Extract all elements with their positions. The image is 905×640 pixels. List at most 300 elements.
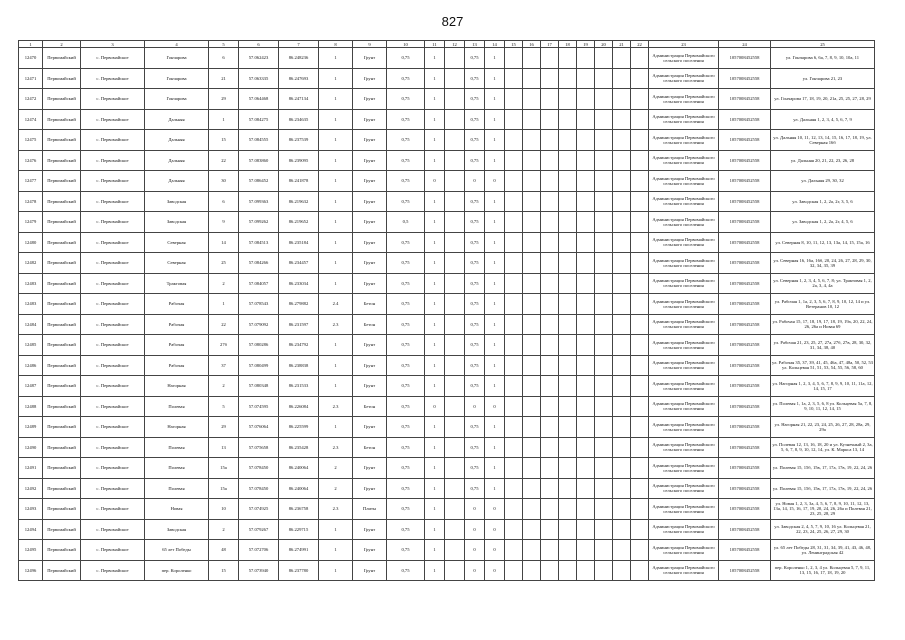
table-cell: 86.231533: [279, 376, 319, 397]
table-row: [19, 499, 875, 520]
table-cell: [631, 376, 649, 397]
table-cell: Администрация Первомайского сельского поселения: [649, 68, 719, 89]
table-cell: [595, 540, 613, 561]
table-cell: 0: [485, 171, 505, 192]
table-cell: [577, 191, 595, 212]
table-cell: 57.083860: [239, 150, 279, 171]
table-cell: [445, 294, 465, 315]
table-cell: [541, 212, 559, 233]
table-cell: 1: [485, 376, 505, 397]
table-cell: [595, 376, 613, 397]
table-cell: 0,5: [387, 212, 425, 233]
table-cell: [505, 355, 523, 376]
table-cell: 12478: [19, 191, 43, 212]
table-cell: 1057008452558: [719, 273, 771, 294]
table-row: [19, 437, 875, 458]
table-cell: [631, 68, 649, 89]
table-row: [19, 232, 875, 253]
table-cell: 1: [485, 109, 505, 130]
table-cell: 1: [209, 294, 239, 315]
table-cell: 86.279882: [279, 294, 319, 315]
table-cell: Нагорная: [145, 417, 209, 438]
table-cell: [577, 294, 595, 315]
table-cell: [559, 314, 577, 335]
table-cell: 12493: [19, 499, 43, 520]
table-cell: 57.084275: [239, 109, 279, 130]
table-cell: [505, 396, 523, 417]
table-cell: Первомайский: [43, 355, 81, 376]
table-cell: [613, 68, 631, 89]
table-cell: 57.080499: [239, 355, 279, 376]
table-cell: 1: [425, 478, 445, 499]
table-cell: [541, 355, 559, 376]
table-cell: 1057008452558: [719, 150, 771, 171]
table-cell: [523, 191, 541, 212]
table-cell: 86.235184: [279, 232, 319, 253]
table-cell: 1: [425, 314, 445, 335]
table-row: [19, 540, 875, 561]
table-cell: [523, 68, 541, 89]
table-cell: Первомайский: [43, 191, 81, 212]
header-row: [19, 41, 875, 48]
table-cell: 1: [485, 48, 505, 69]
table-cell: [631, 130, 649, 151]
table-cell: 12484: [19, 314, 43, 335]
table-cell: ул. Дальняя 20, 21, 22, 23, 26, 28: [771, 150, 875, 171]
table-cell: Плиты: [353, 499, 387, 520]
table-cell: 57.076064: [239, 417, 279, 438]
table-cell: [505, 150, 523, 171]
table-cell: с. Первомайское: [81, 335, 145, 356]
header-cell: 25: [771, 41, 875, 48]
table-cell: Грунт: [353, 232, 387, 253]
table-cell: 1: [425, 335, 445, 356]
table-cell: [613, 253, 631, 274]
table-cell: [523, 150, 541, 171]
table-cell: 1: [319, 519, 353, 540]
table-cell: [613, 519, 631, 540]
table-cell: 2: [209, 519, 239, 540]
table-cell: [445, 130, 465, 151]
table-cell: [541, 171, 559, 192]
table-cell: 0,75: [387, 396, 425, 417]
table-cell: 86.237539: [279, 130, 319, 151]
table-cell: 57.062423: [239, 48, 279, 69]
table-cell: [559, 253, 577, 274]
table-cell: [523, 437, 541, 458]
table-cell: [445, 273, 465, 294]
table-cell: 1057008452558: [719, 478, 771, 499]
header-cell: 6: [239, 41, 279, 48]
table-cell: 12485: [19, 335, 43, 356]
table-cell: [577, 68, 595, 89]
table-cell: [559, 191, 577, 212]
table-cell: [613, 150, 631, 171]
table-cell: [505, 212, 523, 233]
table-cell: [559, 335, 577, 356]
table-cell: [523, 355, 541, 376]
table-cell: [559, 560, 577, 581]
table-cell: 1057008452558: [719, 417, 771, 438]
table-cell: Первомайский: [43, 273, 81, 294]
table-cell: 0,75: [387, 171, 425, 192]
table-cell: 1057008452558: [719, 540, 771, 561]
table-cell: Администрация Первомайского сельского поселения: [649, 335, 719, 356]
table-cell: 1057008452558: [719, 130, 771, 151]
table-cell: [505, 519, 523, 540]
table-cell: [559, 519, 577, 540]
table-cell: 0,75: [465, 232, 485, 253]
table-cell: Администрация Первомайского сельского поселения: [649, 458, 719, 479]
table-cell: с. Первомайское: [81, 171, 145, 192]
table-cell: [505, 499, 523, 520]
table-cell: 1: [485, 314, 505, 335]
table-cell: с. Первомайское: [81, 191, 145, 212]
table-cell: [505, 68, 523, 89]
table-cell: 86.225599: [279, 417, 319, 438]
table-cell: [523, 273, 541, 294]
table-cell: 12479: [19, 212, 43, 233]
table-row: [19, 335, 875, 356]
table-cell: Первомайский: [43, 212, 81, 233]
table-cell: [445, 68, 465, 89]
table-cell: 1: [425, 437, 445, 458]
header-cell: 15: [505, 41, 523, 48]
table-cell: 86.247134: [279, 89, 319, 110]
table-cell: Администрация Первомайского сельского поселения: [649, 253, 719, 274]
table-cell: [631, 478, 649, 499]
table-cell: [505, 540, 523, 561]
table-cell: Первомайский: [43, 417, 81, 438]
table-cell: Администрация Первомайского сельского поселения: [649, 560, 719, 581]
table-cell: с. Первомайское: [81, 437, 145, 458]
table-cell: [559, 294, 577, 315]
table-cell: [631, 191, 649, 212]
table-cell: ул. Нагорная 21, 22, 23, 24, 25, 26, 27, 28, 28а, 29, 29а: [771, 417, 875, 438]
table-cell: [577, 314, 595, 335]
table-cell: [445, 232, 465, 253]
table-cell: [523, 89, 541, 110]
table-cell: с. Первомайское: [81, 109, 145, 130]
table-cell: [577, 499, 595, 520]
table-cell: Первомайский: [43, 89, 81, 110]
table-cell: 0,75: [387, 314, 425, 335]
table-cell: 12483: [19, 294, 43, 315]
table-cell: 0,75: [387, 150, 425, 171]
table-cell: Грунт: [353, 171, 387, 192]
table-cell: 0: [465, 560, 485, 581]
table-cell: 86.248236: [279, 48, 319, 69]
table-cell: [523, 212, 541, 233]
table-row: [19, 519, 875, 540]
table-cell: 1057008452558: [719, 109, 771, 130]
table-cell: с. Первомайское: [81, 519, 145, 540]
table-cell: [559, 376, 577, 397]
table-cell: 2.3: [319, 396, 353, 417]
table-cell: ул. Рабочая 15, 17, 18, 19, 17, 18, 19, 19а, 20, 22, 24, 26, 26а и Новая 69: [771, 314, 875, 335]
table-cell: [523, 253, 541, 274]
table-row: [19, 68, 875, 89]
table-cell: ул. Полевая 15, 15б, 15в, 17, 17а, 17в, 19, 22, 24, 26: [771, 478, 875, 499]
header-cell: 7: [279, 41, 319, 48]
table-cell: Администрация Первомайского сельского поселения: [649, 232, 719, 253]
table-cell: Первомайский: [43, 48, 81, 69]
table-cell: [613, 191, 631, 212]
table-cell: Гончарова: [145, 48, 209, 69]
table-cell: 1: [319, 130, 353, 151]
table-cell: 1: [425, 294, 445, 315]
table-cell: [577, 437, 595, 458]
table-cell: 1: [319, 376, 353, 397]
table-row: [19, 171, 875, 192]
table-cell: Грунт: [353, 458, 387, 479]
table-cell: 1: [485, 253, 505, 274]
table-cell: 1057008452558: [719, 89, 771, 110]
table-cell: 0,75: [465, 130, 485, 151]
table-cell: [523, 519, 541, 540]
table-cell: 1: [319, 560, 353, 581]
table-cell: [577, 273, 595, 294]
table-cell: [559, 540, 577, 561]
table-cell: [595, 437, 613, 458]
table-cell: 1: [425, 417, 445, 438]
table-cell: [595, 396, 613, 417]
table-cell: [631, 560, 649, 581]
table-cell: [523, 478, 541, 499]
table-cell: 1: [319, 171, 353, 192]
table-cell: [541, 294, 559, 315]
header-cell: 13: [465, 41, 485, 48]
table-cell: [559, 171, 577, 192]
table-cell: [523, 458, 541, 479]
table-cell: 0,75: [465, 109, 485, 130]
table-cell: 86.236758: [279, 499, 319, 520]
table-cell: 1: [425, 89, 445, 110]
table-cell: с. Первомайское: [81, 130, 145, 151]
table-cell: [541, 519, 559, 540]
table-cell: [445, 396, 465, 417]
table-cell: [505, 478, 523, 499]
table-cell: [577, 171, 595, 192]
table-cell: 1057008452558: [719, 376, 771, 397]
table-cell: 86.238838: [279, 355, 319, 376]
table-cell: 0: [425, 396, 445, 417]
table-cell: 0,75: [465, 437, 485, 458]
table-cell: [523, 417, 541, 438]
table-cell: Новая: [145, 499, 209, 520]
table-cell: [577, 48, 595, 69]
table-cell: [559, 396, 577, 417]
table-cell: [541, 396, 559, 417]
table-cell: Первомайский: [43, 540, 81, 561]
table-cell: Администрация Первомайского сельского поселения: [649, 89, 719, 110]
table-cell: [523, 314, 541, 335]
table-cell: [541, 478, 559, 499]
table-cell: [523, 335, 541, 356]
table-cell: 1057008452558: [719, 560, 771, 581]
table-cell: 12495: [19, 540, 43, 561]
table-cell: [613, 314, 631, 335]
table-cell: [577, 130, 595, 151]
table-cell: 12494: [19, 519, 43, 540]
table-cell: ул. Рабочая 1, 1а, 2, 3, 5, 6, 7, 8, 9, 10, 12, 14 и ул. Ветеранов 10, 12: [771, 294, 875, 315]
table-cell: [631, 232, 649, 253]
table-cell: 0,75: [465, 294, 485, 315]
table-cell: [505, 458, 523, 479]
table-cell: 30: [209, 171, 239, 192]
table-row: [19, 417, 875, 438]
table-cell: Грунт: [353, 540, 387, 561]
table-cell: Грунт: [353, 130, 387, 151]
table-row: [19, 150, 875, 171]
table-cell: [559, 478, 577, 499]
table-cell: ул. Рабочая 21, 23, 25, 27, 27а, 27б, 27в, 28, 30, 32, 31, 34, 38, 40: [771, 335, 875, 356]
table-cell: 1: [485, 478, 505, 499]
table-cell: [541, 376, 559, 397]
table-row: [19, 273, 875, 294]
table-cell: 86.229715: [279, 519, 319, 540]
table-cell: [613, 273, 631, 294]
table-cell: 1057008452558: [719, 355, 771, 376]
table-cell: ул. Новая 1, 2, 3, 3а, 4, 5, 6, 7, 8, 9, 10, 11, 12, 13, 13а, 14, 15, 16, 17, 19, 20, 24, 26, 26а и Полевая 21, 23, 25, 28, 29: [771, 499, 875, 520]
table-cell: пер. Короленко: [145, 560, 209, 581]
table-cell: 1: [425, 253, 445, 274]
table-cell: Администрация Первомайского сельского поселения: [649, 294, 719, 315]
table-cell: 15а: [209, 478, 239, 499]
table-cell: [577, 560, 595, 581]
table-cell: ул. Гончарова 6, 6а, 7, 8, 9, 10, 10а, 11: [771, 48, 875, 69]
table-cell: 12491: [19, 458, 43, 479]
header-cell: 4: [145, 41, 209, 48]
table-cell: ул. Рабочая 35, 37, 39, 41, 45, 46а, 47, 48а, 50, 52, 53 ул. Кольцевая 51, 51, 53, 54, 55, 56, 58, 60: [771, 355, 875, 376]
table-cell: 12480: [19, 232, 43, 253]
table-cell: [613, 417, 631, 438]
table-cell: Заводская: [145, 212, 209, 233]
table-cell: [631, 458, 649, 479]
table-cell: [505, 130, 523, 151]
table-cell: ул. Заводская 1, 2, 2а, 2г, 3, 5, 6: [771, 191, 875, 212]
table-cell: [577, 458, 595, 479]
header-cell: 12: [445, 41, 465, 48]
table-cell: Первомайский: [43, 294, 81, 315]
table-cell: 86.239095: [279, 150, 319, 171]
table-cell: [631, 48, 649, 69]
table-cell: 1: [319, 540, 353, 561]
table-cell: 15: [209, 560, 239, 581]
table-cell: Грунт: [353, 48, 387, 69]
header-cell: 21: [613, 41, 631, 48]
table-cell: 1: [485, 130, 505, 151]
road-registry-table: [18, 40, 875, 581]
table-cell: 1: [319, 355, 353, 376]
table-cell: Северная: [145, 232, 209, 253]
table-cell: с. Первомайское: [81, 232, 145, 253]
table-cell: Трактовая: [145, 273, 209, 294]
table-cell: 1: [485, 355, 505, 376]
table-cell: [577, 212, 595, 233]
table-cell: Администрация Первомайского сельского поселения: [649, 191, 719, 212]
table-cell: [445, 376, 465, 397]
table-cell: 1: [425, 232, 445, 253]
header-cell: 14: [485, 41, 505, 48]
table-cell: 0,75: [387, 232, 425, 253]
table-cell: [505, 437, 523, 458]
table-cell: [595, 560, 613, 581]
table-row: [19, 294, 875, 315]
table-cell: [559, 499, 577, 520]
table-cell: 0,75: [465, 253, 485, 274]
table-cell: Полевая: [145, 458, 209, 479]
table-cell: [631, 89, 649, 110]
table-cell: с. Первомайское: [81, 417, 145, 438]
table-cell: [559, 150, 577, 171]
table-cell: 0,75: [387, 376, 425, 397]
table-cell: [595, 89, 613, 110]
table-cell: ул. Полевая 1, 1а, 2, 3, 5, 6, 8 ул. Кольцевая 5а, 7, 8, 9, 10, 11, 12, 14, 15: [771, 396, 875, 417]
table-cell: 0,75: [465, 376, 485, 397]
table-cell: [613, 232, 631, 253]
table-cell: [577, 232, 595, 253]
table-cell: [541, 109, 559, 130]
table-cell: с. Первомайское: [81, 376, 145, 397]
table-cell: Первомайский: [43, 437, 81, 458]
table-cell: ул. Полевая 12, 13, 16, 18, 20 и ул. Кузнечный 2, 3а, 5, 6, 7, 8, 9, 10, 12, 14, ул. К. Маркса 13, 14: [771, 437, 875, 458]
table-cell: 1057008452558: [719, 519, 771, 540]
table-cell: [445, 499, 465, 520]
table-cell: 12474: [19, 109, 43, 130]
table-cell: [445, 314, 465, 335]
table-cell: Грунт: [353, 478, 387, 499]
table-cell: [613, 458, 631, 479]
table-cell: 10: [209, 499, 239, 520]
table-cell: 1: [485, 68, 505, 89]
table-cell: ул. Заводская 2, 4, 5, 7, 9, 10, 16 ул. Кольцевая 21, 22, 23, 24, 25, 26, 27, 29, 30: [771, 519, 875, 540]
table-cell: [505, 48, 523, 69]
table-cell: Администрация Первомайского сельского поселения: [649, 376, 719, 397]
table-cell: 2: [319, 478, 353, 499]
table-cell: 57.099262: [239, 212, 279, 233]
table-cell: 57.084266: [239, 253, 279, 274]
table-cell: 1: [485, 212, 505, 233]
table-cell: [445, 478, 465, 499]
table-cell: Администрация Первомайского сельского поселения: [649, 212, 719, 233]
table-cell: Грунт: [353, 560, 387, 581]
table-cell: [445, 89, 465, 110]
table-cell: 0: [485, 560, 505, 581]
table-cell: 29: [209, 417, 239, 438]
table-cell: Грунт: [353, 212, 387, 233]
table-cell: [613, 376, 631, 397]
table-cell: 0: [465, 499, 485, 520]
table-cell: 57.073940: [239, 560, 279, 581]
table-cell: [595, 253, 613, 274]
table-cell: Первомайский: [43, 253, 81, 274]
table-cell: 65 лет Победы: [145, 540, 209, 561]
table-cell: [595, 335, 613, 356]
table-cell: [523, 499, 541, 520]
table-cell: [541, 560, 559, 581]
table-cell: [523, 171, 541, 192]
table-cell: [445, 253, 465, 274]
table-cell: 0,75: [465, 48, 485, 69]
table-cell: с. Первомайское: [81, 273, 145, 294]
table-cell: Заводская: [145, 519, 209, 540]
table-cell: 6: [209, 48, 239, 69]
table-cell: 2.3: [319, 437, 353, 458]
table-cell: [559, 437, 577, 458]
table-cell: [631, 294, 649, 315]
table-cell: [631, 355, 649, 376]
